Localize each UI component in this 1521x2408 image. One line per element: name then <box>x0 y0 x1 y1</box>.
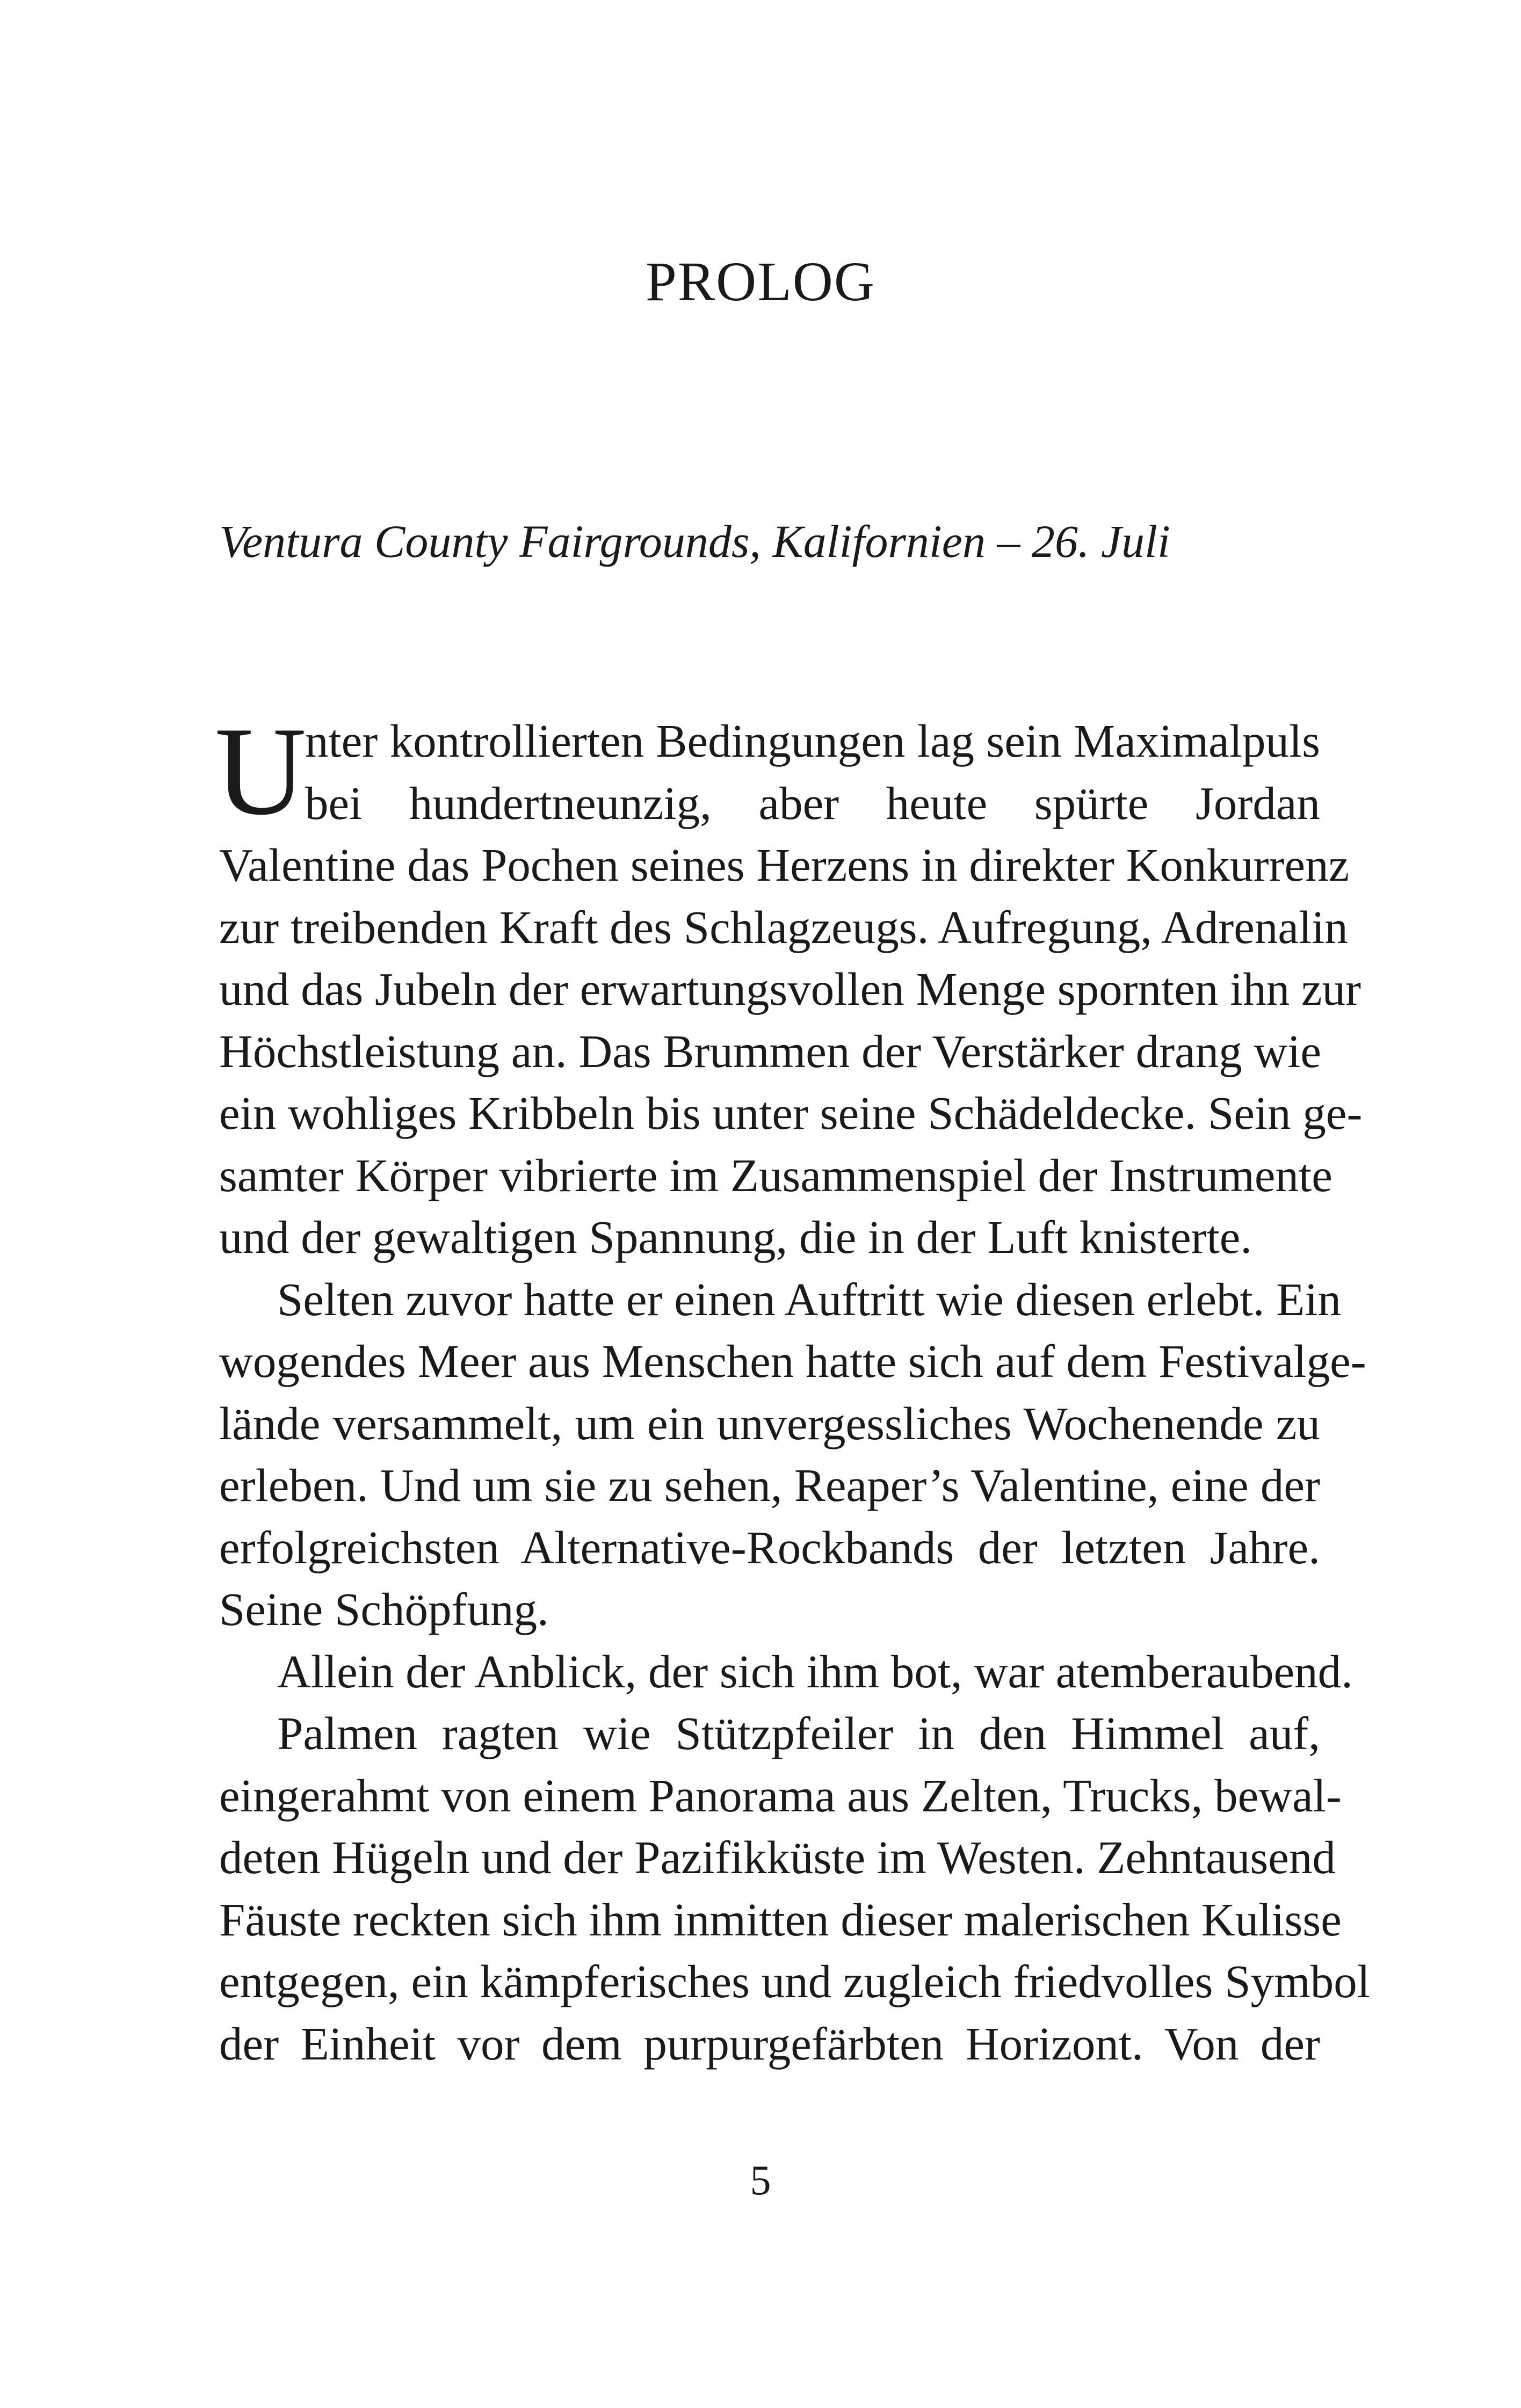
text-line: ein wohliges Kribbeln bis unter seine Schädeldecke. Sein ge- <box>219 1087 1363 1139</box>
text-line: Palmen ragten wie Stützpfeiler in den Himmel auf, <box>277 1707 1320 1759</box>
text-line: Selten zuvor hatte er einen Auftritt wie diesen erlebt. Ein <box>277 1273 1341 1325</box>
text-line: entgegen, ein kämpferisches und zugleich friedvolles Symbol <box>219 1955 1370 2007</box>
text-line: deten Hügeln und der Pazifikküste im Westen. Zehntausend <box>219 1831 1336 1883</box>
text-line: samter Körper vibrierte im Zusammenspiel der Instrumente <box>219 1149 1332 1201</box>
text-line: Höchstleistung an. Das Brummen der Verstärker drang wie <box>219 1025 1322 1077</box>
text-line: der Einheit vor dem purpurgefärbten Horizont. Von der <box>219 2017 1320 2070</box>
text-line: und der gewaltigen Spannung, die in der Luft knisterte. <box>219 1211 1252 1263</box>
text-line: eingerahmt von einem Panorama aus Zelten, Trucks, bewal- <box>219 1769 1342 1822</box>
text-line: Valentine das Pochen seines Herzens in direkter Konkurrenz <box>219 839 1350 891</box>
text-line: bei hundertneunzig, aber heute spürte Jordan <box>305 777 1320 829</box>
drop-cap: U <box>215 701 307 842</box>
text-line: lände versammelt, um ein unvergessliches Wochenende zu <box>219 1397 1320 1449</box>
text-line: zur treibenden Kraft des Schlagzeugs. Aufregung, Adrenalin <box>219 901 1348 953</box>
text-line: und das Jubeln der erwartungsvollen Menge spornten ihn zur <box>219 963 1361 1015</box>
dateline: Ventura County Fairgrounds, Kalifornien – 26. Juli <box>219 516 1170 567</box>
text-line: Allein der Anblick, der sich ihm bot, war atemberaubend. <box>277 1645 1353 1698</box>
text-line: Seine Schöpfung. <box>219 1583 549 1635</box>
body-text <box>215 701 1370 2075</box>
text-line: wogendes Meer aus Menschen hatte sich auf dem Festivalge- <box>219 1335 1366 1387</box>
chapter-title: PROLOG <box>645 251 876 313</box>
text-line: Fäuste reckten sich ihm inmitten dieser malerischen Kulisse <box>219 1893 1342 1946</box>
page-number: 5 <box>750 2157 771 2203</box>
text-line: nter kontrollierten Bedingungen lag sein Maximalpuls <box>305 715 1320 767</box>
text-line: erleben. Und um sie zu sehen, Reaper’s Valentine, eine der <box>219 1459 1320 1511</box>
text-line: erfolgreichsten Alternative-Rockbands der letzten Jahre. <box>219 1521 1320 1573</box>
